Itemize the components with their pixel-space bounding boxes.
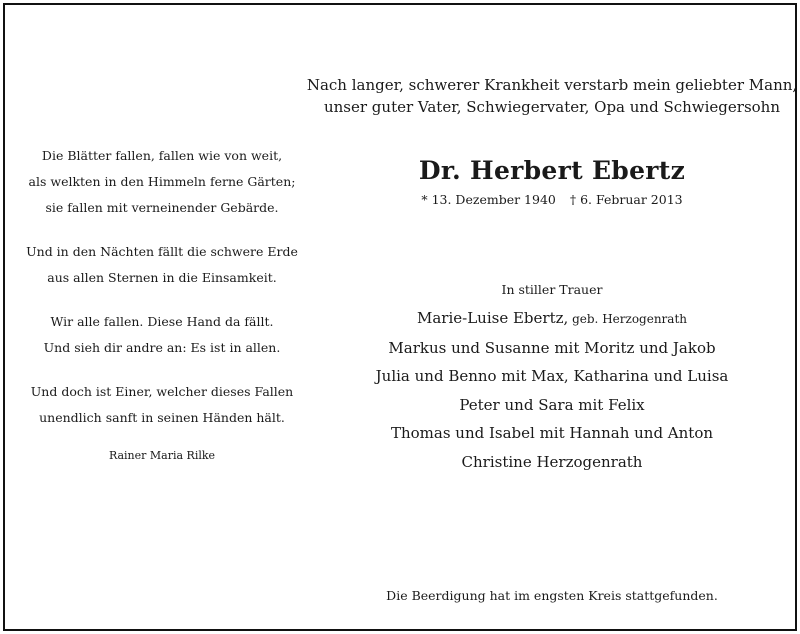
poem-line: unendlich sanft in seinen Händen hält.	[39, 410, 285, 425]
mourner-line: Thomas und Isabel mit Hannah und Anton	[390, 424, 714, 442]
mourner-line: Peter und Sara mit Felix	[459, 395, 645, 414]
poem-stanza-4	[17, 379, 307, 431]
life-dates	[305, 191, 799, 209]
mourner-line: Julia und Benno mit Max, Katharina und Luisa	[375, 367, 729, 385]
intro-line: unser guter Vater, Schwiegervater, Opa und Schwiegersohn	[323, 98, 781, 116]
poem-line: Und in den Nächten fällt die schwere Erde	[26, 244, 298, 259]
death-date: † 6. Februar 2013	[569, 192, 683, 207]
poem-author: Rainer Maria Rilke	[108, 449, 216, 462]
poem-stanza-3	[17, 309, 307, 361]
birth-date: * 13. Dezember 1940	[421, 192, 556, 207]
poem-line: Und doch ist Einer, welcher dieses Fallen	[30, 384, 294, 399]
poem-stanza-1	[17, 143, 307, 221]
mourner-name: Marie-Luise Ebertz,	[417, 309, 569, 327]
mourners-list	[305, 304, 799, 476]
mourner-note: geb. Herzogenrath	[568, 312, 687, 326]
poem-line: aus allen Sternen in die Einsamkeit.	[47, 270, 277, 285]
mourner-line	[305, 304, 799, 334]
poem	[17, 143, 307, 469]
mourner-line: Christine Herzogenrath	[461, 452, 643, 471]
poem-line: Wir alle fallen. Diese Hand da fällt.	[50, 314, 274, 329]
mourner-line: Markus und Susanne mit Moritz und Jakob	[388, 338, 716, 357]
funeral-note: Die Beerdigung hat im engsten Kreis stattgefunden.	[386, 588, 718, 603]
announcement-intro	[305, 74, 799, 118]
mourning-heading: In stiller Trauer	[501, 282, 603, 297]
poem-line: als welkten in den Himmeln ferne Gärten;	[28, 174, 296, 189]
poem-line: sie fallen mit verneinender Gebärde.	[45, 200, 279, 215]
deceased-name: Dr. Herbert Ebertz	[418, 156, 686, 185]
poem-stanza-2	[17, 239, 307, 291]
intro-line: Nach langer, schwerer Krankheit verstarb mein geliebter Mann,	[306, 76, 798, 94]
poem-line: Und sieh dir andre an: Es ist in allen.	[43, 340, 281, 355]
poem-line: Die Blätter fallen, fallen wie von weit,	[41, 148, 283, 163]
obituary-card	[3, 3, 797, 631]
